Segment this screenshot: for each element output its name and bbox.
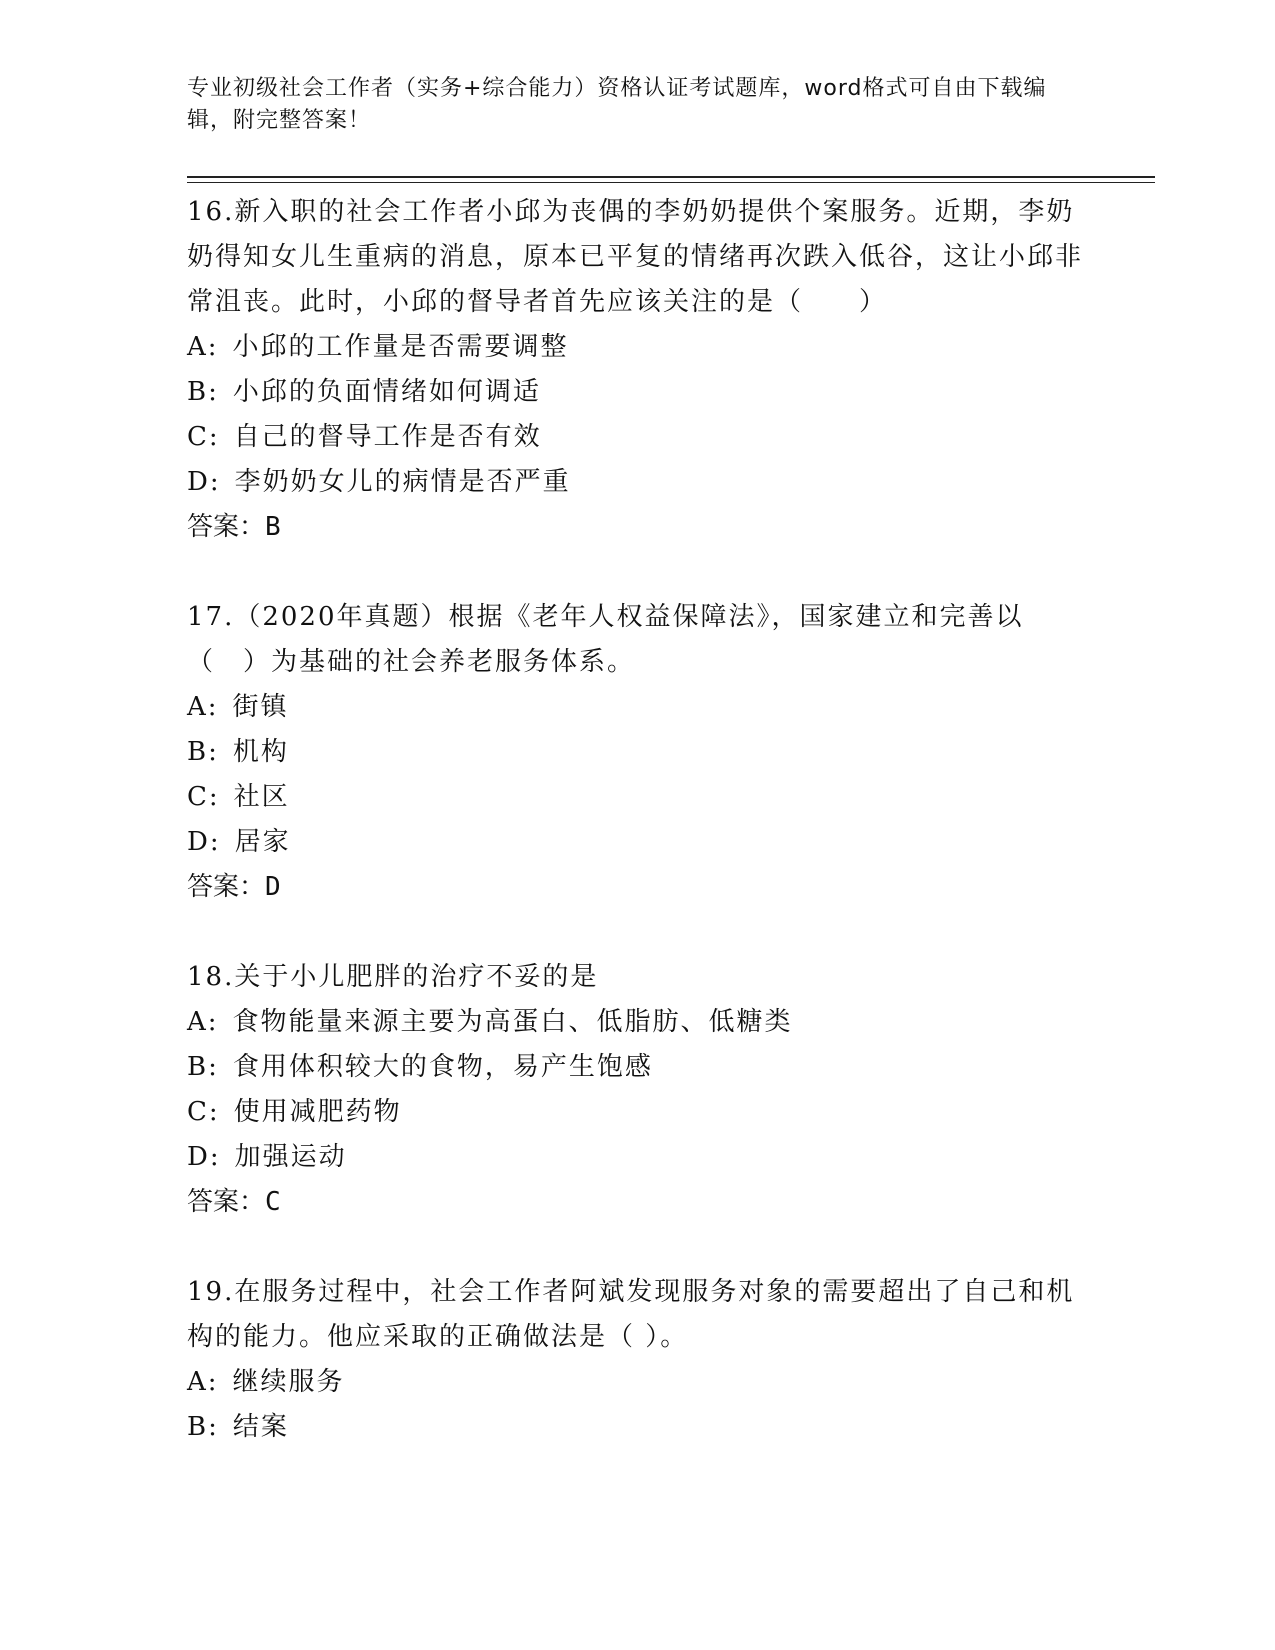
question-stem: 17.（2020年真题）根据《老年人权益保障法》，国家建立和完善以（ ）为基础的社会养老服务体系。 (187, 602, 1024, 677)
option-text: 街镇 (232, 692, 289, 722)
option-c (187, 415, 1087, 460)
option-text: 食物能量来源主要为高蛋白、低脂肪、低糖类 (232, 1007, 793, 1037)
answer-value: B (265, 512, 281, 542)
option-b (187, 370, 1087, 415)
question-list (187, 190, 1087, 1495)
answer-line (187, 505, 1087, 550)
option-key: D: (187, 1142, 221, 1172)
option-text: 食用体积较大的食物，易产生饱感 (232, 1052, 653, 1082)
question-19 (187, 1270, 1087, 1450)
answer-value: D (265, 872, 281, 902)
option-d (187, 460, 1087, 505)
question-stem: 19.在服务过程中，社会工作者阿斌发现服务对象的需要超出了自己和机构的能力。他应采取的正确做法是（ ）。 (187, 1277, 1075, 1352)
question-18 (187, 955, 1087, 1225)
option-key: C: (187, 782, 220, 812)
option-key: B: (187, 737, 219, 767)
header-divider-thick (187, 176, 1155, 178)
option-text: 李奶奶女儿的病情是否严重 (234, 467, 571, 497)
question-17 (187, 595, 1087, 910)
option-key: D: (187, 827, 221, 857)
question-16 (187, 190, 1087, 550)
option-d (187, 1135, 1087, 1180)
answer-line (187, 865, 1087, 910)
document-header: 专业初级社会工作者（实务+综合能力）资格认证考试题库，word格式可自由下载编辑，附完整答案！ (187, 76, 1047, 133)
answer-label: 答案： (187, 1187, 266, 1217)
answer-label: 答案： (187, 512, 266, 542)
option-text: 居家 (234, 827, 291, 857)
option-key: B: (187, 1412, 219, 1442)
option-c (187, 775, 1087, 820)
option-a (187, 685, 1087, 730)
option-text: 小邱的负面情绪如何调适 (232, 377, 541, 407)
option-text: 结案 (232, 1412, 289, 1442)
option-b (187, 730, 1087, 775)
option-key: D: (187, 467, 221, 497)
option-text: 机构 (232, 737, 289, 767)
option-text: 使用减肥药物 (233, 1097, 402, 1127)
option-c (187, 1090, 1087, 1135)
option-text: 自己的督导工作是否有效 (233, 422, 542, 452)
option-a (187, 325, 1087, 370)
question-stem: 16.新入职的社会工作者小邱为丧偶的李奶奶提供个案服务。近期，李奶奶得知女儿生重病的消息，原本已平复的情绪再次跌入低谷，这让小邱非常沮丧。此时，小邱的督导者首先应该关注的是（ ） (187, 197, 1084, 317)
question-stem: 18.关于小儿肥胖的治疗不妥的是 (187, 962, 599, 992)
option-b (187, 1405, 1087, 1450)
option-key: C: (187, 1097, 220, 1127)
option-key: A: (187, 692, 219, 722)
option-text: 小邱的工作量是否需要调整 (232, 332, 569, 362)
answer-value: C (265, 1187, 281, 1217)
answer-label: 答案： (187, 872, 266, 902)
option-key: C: (187, 422, 220, 452)
option-key: A: (187, 1007, 219, 1037)
option-text: 社区 (233, 782, 290, 812)
option-a (187, 1000, 1087, 1045)
option-d (187, 820, 1087, 865)
option-key: A: (187, 332, 219, 362)
option-key: B: (187, 1052, 219, 1082)
header-divider-thin (187, 182, 1155, 183)
option-a (187, 1360, 1087, 1405)
option-b (187, 1045, 1087, 1090)
option-key: B: (187, 377, 219, 407)
option-text: 加强运动 (234, 1142, 347, 1172)
option-text: 继续服务 (232, 1367, 345, 1397)
option-key: A: (187, 1367, 219, 1397)
answer-line (187, 1180, 1087, 1225)
